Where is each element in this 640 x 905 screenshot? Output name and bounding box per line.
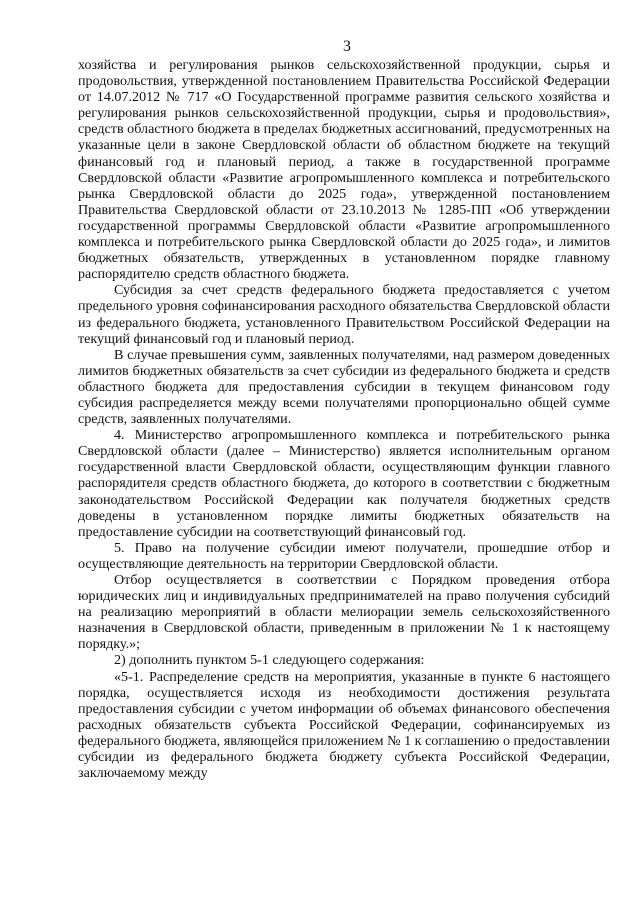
page-number: 3 [343, 38, 351, 55]
document-page [78, 38, 610, 781]
paragraph-excess-amounts: В случае превышения сумм, заявленных получателями, над размером доведенных лимитов бюджетных обязательств за счет субсидии из федерального бюджета и средств областного бюджета для предоставления субсидии в текущем финансовом году субсидия распределяется между всеми получателями пропорционально общей сумме средств, заявленных получателями. [78, 346, 610, 428]
paragraph-selection: Отбор осуществляется в соответствии с Порядком проведения отбора юридических лиц и индивидуальных предпринимателей на право получения субсидий на реализацию мероприятий в области мелиорации земель сельскохозяйственного назначения в Свердловской области, приведенным в приложении № 1 к настоящему порядку.»; [78, 572, 610, 653]
paragraph-item-5: 5. Право на получение субсидии имеют получатели, прошедшие отбор и осуществляющие деятельность на территории Свердловской области. [78, 539, 610, 572]
paragraph-continuation: хозяйства и регулирования рынков сельскохозяйственной продукции, сырья и продовольствия, утвержденной постановлением Правительства Российской Федерации от 14.07.2012 № 717 «О Государственной программе развития сельского хозяйства и регулирования рынков сельскохозяйственной продукции, сырья и продовольствия», средств областного бюджета в пределах бюджетных ассигнований, предусмотренных на указанные цели в законе Свердловской области об областном бюджете на текущий финансовый год и плановый период, а также в государственной программе Свердловской области «Развитие агропромышленного комплекса и потребительского рынка Свердловской области до 2025 года», утвержденной постановлением Правительства Свердловской области от 23.10.2013 № 1285-ПП «Об утверждении государственной программы Свердловской области «Развитие агропромышленного комплекса и потребительского рынка Свердловской области до 2025 года», и лимитов бюджетных обязательств, утвержденных в установленном порядке главному распорядителю средств областного бюджета. [78, 57, 610, 283]
paragraph-item-5-1: «5-1. Распределение средств на мероприятия, указанные в пункте 6 настоящего порядка, осуществляется исходя из необходимости достижения результата предоставления субсидии с учетом информации об объемах финансового обеспечения расходных обязательств субъекта Российской Федерации, софинансируемых из федерального бюджета, являющейся приложением № 1 к соглашению о предоставлении субсидии из федерального бюджета бюджету субъекта Российской Федерации, заключаемому между [78, 668, 610, 782]
paragraph-item-4: 4. Министерство агропромышленного комплекса и потребительского рынка Свердловской области (далее – Министерство) является исполнительным органом государственной власти Свердловской области, осуществляющим функции главного распорядителя средств областного бюджета, до которого в соответствии с бюджетным законодательством Российской Федерации как получателя бюджетных средств доведены в установленном порядке лимиты бюджетных обязательств на предоставление субсидии на соответствующий финансовый год. [78, 427, 610, 540]
paragraph-amendment-2: 2) дополнить пунктом 5-1 следующего содержания: [114, 652, 425, 669]
paragraph-federal-subsidy: Субсидия за счет средств федерального бюджета предоставляется с учетом предельного уровня софинансирования расходного обязательства Свердловской области из федерального бюджета, установленного Правительством Российской Федерации на текущий финансовый год и плановый период. [78, 282, 610, 347]
